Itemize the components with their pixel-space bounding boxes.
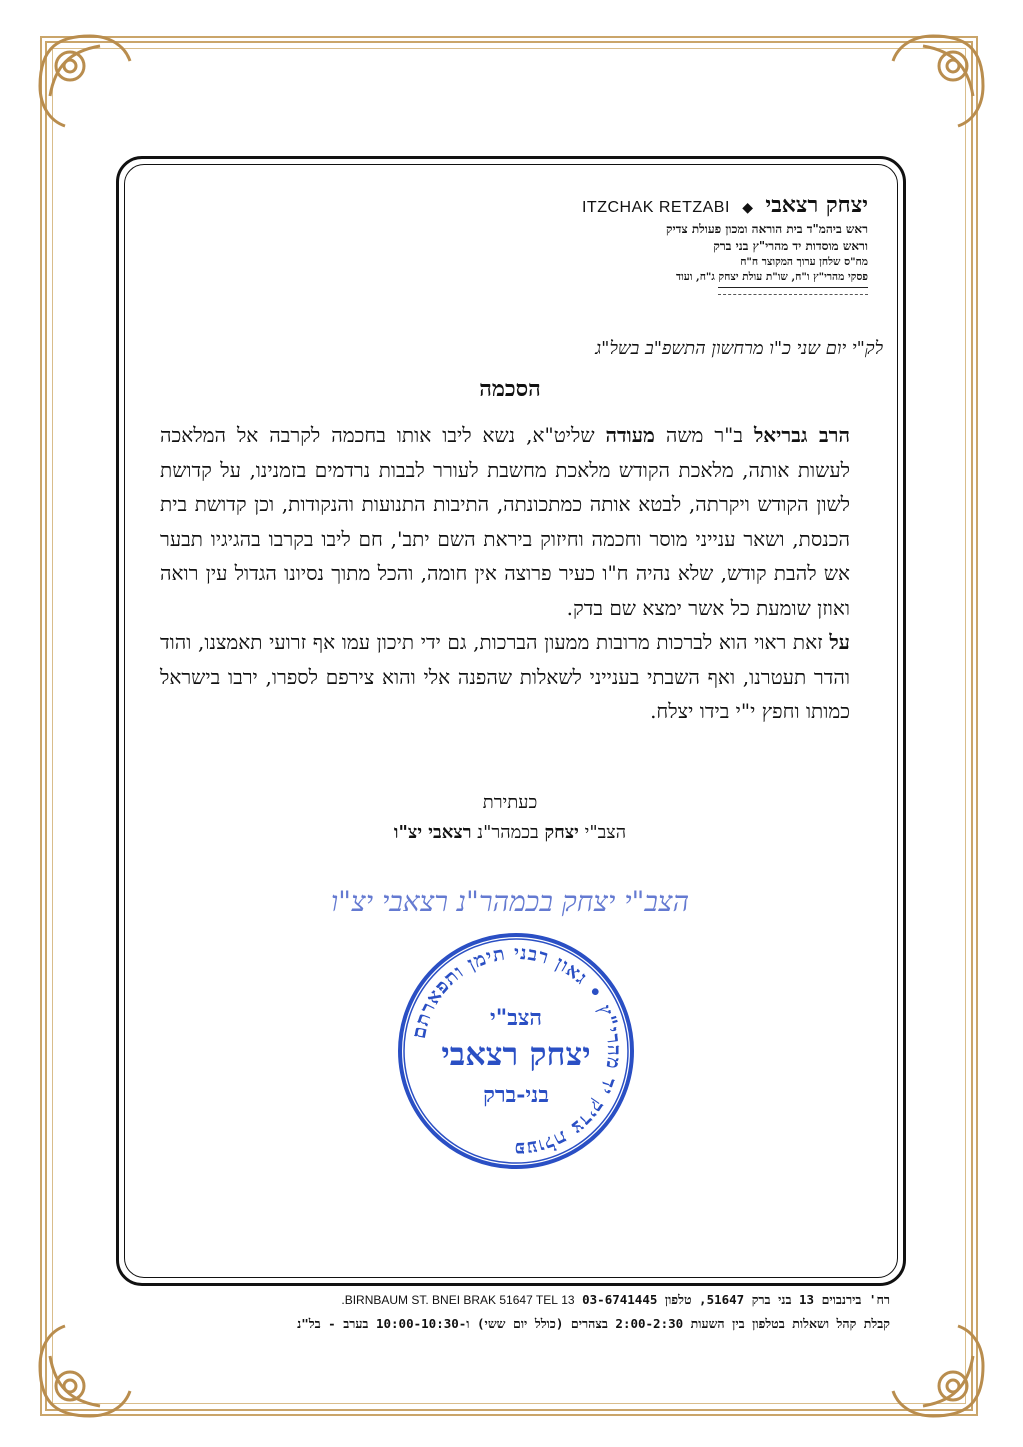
diamond-bullet-icon: ◆ (742, 200, 754, 216)
footer-address-hebrew: רח' בירנבוים 13 בני ברק 51647, טלפון 03-6741445 (582, 1292, 890, 1307)
corner-ornament-bottom-right-icon (873, 1306, 993, 1426)
author-name: הרב גבריאל (753, 423, 850, 447)
closing-patronymic: בכמהר"נ (471, 822, 545, 843)
handwritten-signature: הצב"י יצחק בכמהר"נ רצאבי יצ"ו (331, 885, 689, 918)
letterhead-title-line: וראש מוסדות יד מהרי"ץ בני ברק (713, 239, 868, 253)
author-name-plain: ב"ר משה (654, 423, 754, 447)
footer-hours: קבלת קהל ושאלות בטלפון בין השעות 2:00-2:30 בצהרים (כולל יום ששי) ו-10:00-10:30 בערב - בל"נ (297, 1316, 890, 1331)
letterhead (308, 192, 868, 295)
letterhead-name-english: ITZCHAK RETZABI (581, 199, 730, 216)
body-paragraph (160, 625, 850, 729)
letterhead-title-line: מח"ס שלחן ערוך המקוצר ח"ח (740, 256, 868, 268)
letterhead-name-hebrew: יצחק רצאבי (765, 192, 868, 218)
closing-first-name: יצחק (544, 822, 579, 843)
closing-surname: רצאבי יצ"ו (393, 822, 472, 843)
letterhead-divider (718, 287, 868, 295)
stamp-seal-icon (395, 930, 637, 1172)
closing-line-1: כעתירת (482, 792, 538, 813)
letter-date: לק"י יום שני כ"ו מרחשון התשפ"ב בשל"ג (595, 338, 883, 359)
corner-ornament-top-left-icon (30, 26, 150, 146)
closing-line-2 (120, 818, 900, 848)
approbation-body (160, 418, 850, 729)
author-surname: מעודה (605, 423, 655, 447)
document-heading: הסכמה (479, 376, 541, 402)
closing-title: הצב"י (578, 822, 627, 843)
stamp-city: בני-ברק (483, 1082, 549, 1108)
closing-block (120, 788, 900, 848)
paragraph-2-lead: על (829, 630, 850, 654)
letterhead-title-line: ראש ביהמ"ד בית הוראה ומכון פעולת צדיק (666, 222, 868, 236)
stamp-outer-text: פעולת צדיק יד מהרי"ץ • גאון רבני תימן ותפארתם (407, 941, 626, 1161)
footer-address-english: 13 BIRNBAUM ST. BNEI BRAK 51647 TEL. (341, 1293, 575, 1307)
stamp-title: הצב"י (489, 1005, 543, 1031)
footer-address (130, 1292, 890, 1308)
paragraph-1-text: שליט"א, נשא ליבו אותו בחכמה לקרבה אל המלאכה לעשות אותה, מלאכת הקודש מלאכת מחשבת לעורר לבבות נרדמים בזמנינו, על קדושת לשון הקודש ויקרתה, לבטא אותה כמתכונתה, התיבות התנועות והנקודות, וכן קדושת בית הכנסת, ושאר ענייני מוסר וחכמה וחיזוק ביראת השם יתב', חם ליבו בקרבו בהגיגיו תבער אש להבת קודש, שלא נהיה ח"ו כעיר פרוצה אין חומה, והכל מתוך נסיונו הגדול עין רואה ואוזן שומעת כל אשר ימצא שם בדק. (160, 423, 850, 620)
corner-ornament-top-right-icon (873, 26, 993, 146)
letterhead-name-line (308, 192, 868, 221)
body-paragraph (160, 418, 850, 625)
rabbinical-stamp (395, 930, 637, 1172)
letterhead-title-line: פסקי מהרי"ץ ו"ח, שו"ת עולת יצחק ג"ח, ועוד (676, 271, 868, 283)
paragraph-2-text: זאת ראוי הוא לברכות מרובות ממעון הברכות, גם ידי תיכון עמו אף זרועי תאמצנו, והוד והדר תעטרנו, ואף השבתי בענייני לשאלות שהפנה אלי והוא צירפם לספרו, ירבו בישראל כמותו וחפץ י"י בידו יצלח. (160, 630, 850, 723)
stamp-name: יצחק רצאבי (441, 1035, 591, 1073)
